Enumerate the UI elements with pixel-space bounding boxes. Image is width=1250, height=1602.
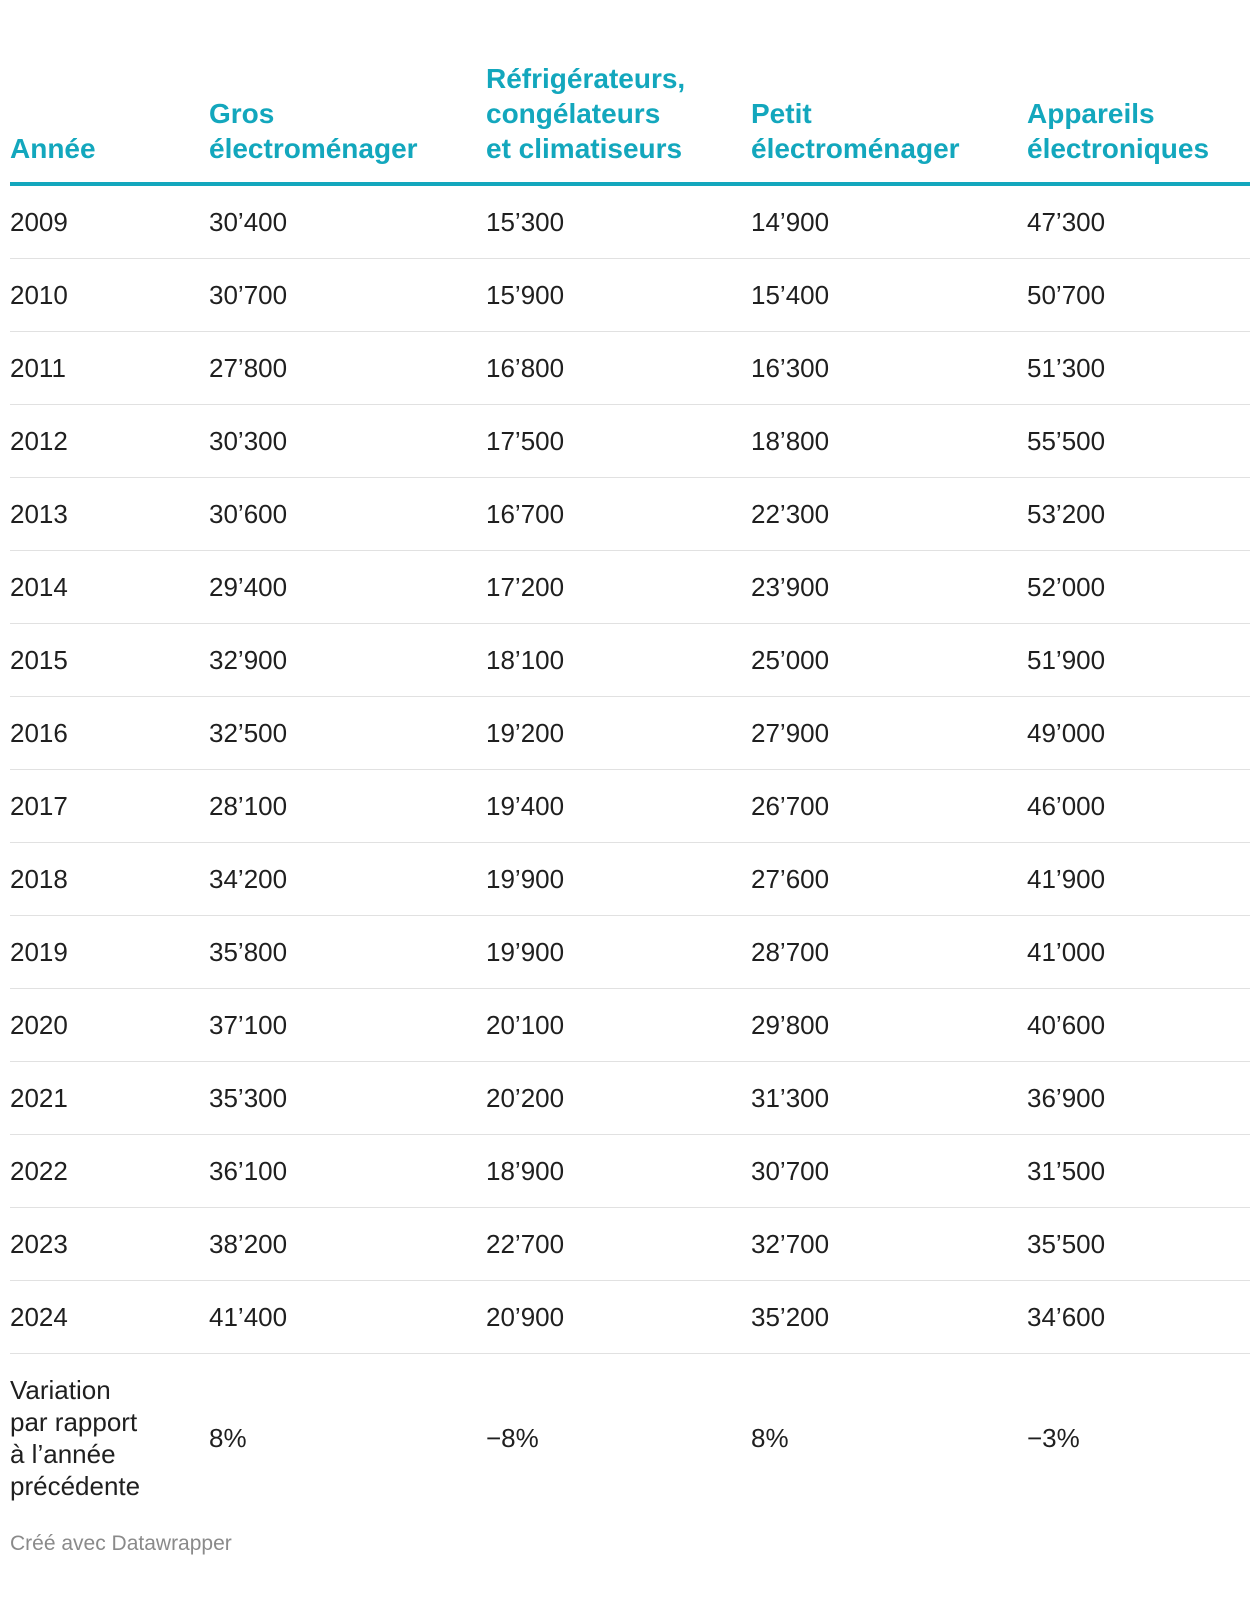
variation-cell: 8% bbox=[209, 1423, 247, 1453]
year-cell: 2014 bbox=[10, 551, 209, 624]
value-cell: 22’700 bbox=[486, 1208, 751, 1281]
value-cell: 27’600 bbox=[751, 843, 1027, 916]
value-cell: 16’300 bbox=[751, 332, 1027, 405]
year-cell: 2024 bbox=[10, 1281, 209, 1354]
value-cell: 35’300 bbox=[209, 1062, 486, 1135]
value-cell: 37’100 bbox=[209, 989, 486, 1062]
value-cell: 40’600 bbox=[1027, 989, 1250, 1062]
value-cell: 27’800 bbox=[209, 332, 486, 405]
value-cell: 36’100 bbox=[209, 1135, 486, 1208]
year-cell: 2016 bbox=[10, 697, 209, 770]
value-cell: 22’300 bbox=[751, 478, 1027, 551]
value-cell: 15’400 bbox=[751, 259, 1027, 332]
table-row bbox=[10, 624, 1250, 697]
value-cell: 16’700 bbox=[486, 478, 751, 551]
table-body bbox=[10, 184, 1250, 1522]
year-cell: 2020 bbox=[10, 989, 209, 1062]
value-cell: 25’000 bbox=[751, 624, 1027, 697]
table-row bbox=[10, 332, 1250, 405]
value-cell: 49’000 bbox=[1027, 697, 1250, 770]
value-cell: 30’600 bbox=[209, 478, 486, 551]
table-row bbox=[10, 1208, 1250, 1281]
table-row bbox=[10, 1135, 1250, 1208]
value-cell: 31’500 bbox=[1027, 1135, 1250, 1208]
column-header: Appareils électroniques bbox=[1027, 0, 1250, 184]
value-cell: 46’000 bbox=[1027, 770, 1250, 843]
value-cell: 16’800 bbox=[486, 332, 751, 405]
year-cell: 2022 bbox=[10, 1135, 209, 1208]
value-cell: 55’500 bbox=[1027, 405, 1250, 478]
column-header: Petit électroménager bbox=[751, 0, 1027, 184]
year-cell: 2013 bbox=[10, 478, 209, 551]
variation-cell: −3% bbox=[1027, 1423, 1080, 1453]
column-header: Gros électroménager bbox=[209, 0, 486, 184]
value-cell: 41’900 bbox=[1027, 843, 1250, 916]
table-row bbox=[10, 259, 1250, 332]
value-cell: 19’400 bbox=[486, 770, 751, 843]
value-cell: 17’200 bbox=[486, 551, 751, 624]
value-cell: 50’700 bbox=[1027, 259, 1250, 332]
year-cell: 2023 bbox=[10, 1208, 209, 1281]
table-row bbox=[10, 916, 1250, 989]
year-cell: 2012 bbox=[10, 405, 209, 478]
value-cell: 30’400 bbox=[209, 184, 486, 259]
year-cell: 2010 bbox=[10, 259, 209, 332]
table-row bbox=[10, 770, 1250, 843]
year-cell: 2011 bbox=[10, 332, 209, 405]
value-cell: 30’300 bbox=[209, 405, 486, 478]
value-cell: 30’700 bbox=[209, 259, 486, 332]
value-cell: 34’200 bbox=[209, 843, 486, 916]
value-cell: 41’400 bbox=[209, 1281, 486, 1354]
value-cell: 15’300 bbox=[486, 184, 751, 259]
year-cell: 2019 bbox=[10, 916, 209, 989]
table-row bbox=[10, 989, 1250, 1062]
value-cell: 51’900 bbox=[1027, 624, 1250, 697]
value-cell: 27’900 bbox=[751, 697, 1027, 770]
table-row bbox=[10, 405, 1250, 478]
value-cell: 19’900 bbox=[486, 916, 751, 989]
value-cell: 36’900 bbox=[1027, 1062, 1250, 1135]
value-cell: 41’000 bbox=[1027, 916, 1250, 989]
value-cell: 23’900 bbox=[751, 551, 1027, 624]
value-cell: 18’800 bbox=[751, 405, 1027, 478]
value-cell: 35’800 bbox=[209, 916, 486, 989]
table-row bbox=[10, 843, 1250, 916]
table-header-row bbox=[10, 0, 1250, 184]
value-cell: 17’500 bbox=[486, 405, 751, 478]
table-row bbox=[10, 478, 1250, 551]
value-cell: 32’700 bbox=[751, 1208, 1027, 1281]
value-cell: 18’900 bbox=[486, 1135, 751, 1208]
value-cell: 32’900 bbox=[209, 624, 486, 697]
value-cell: 47’300 bbox=[1027, 184, 1250, 259]
value-cell: 14’900 bbox=[751, 184, 1027, 259]
variation-cell: −8% bbox=[486, 1423, 539, 1453]
value-cell: 19’200 bbox=[486, 697, 751, 770]
value-cell: 35’500 bbox=[1027, 1208, 1250, 1281]
data-table bbox=[10, 0, 1250, 1522]
value-cell: 28’100 bbox=[209, 770, 486, 843]
value-cell: 30’700 bbox=[751, 1135, 1027, 1208]
table-row bbox=[10, 1062, 1250, 1135]
year-cell: 2015 bbox=[10, 624, 209, 697]
value-cell: 20’100 bbox=[486, 989, 751, 1062]
column-header: Année bbox=[10, 0, 209, 184]
value-cell: 18’100 bbox=[486, 624, 751, 697]
value-cell: 19’900 bbox=[486, 843, 751, 916]
value-cell: 28’700 bbox=[751, 916, 1027, 989]
table-row bbox=[10, 1281, 1250, 1354]
year-cell: 2021 bbox=[10, 1062, 209, 1135]
footer-credit: Créé avec Datawrapper bbox=[10, 1532, 232, 1555]
year-cell: 2009 bbox=[10, 184, 209, 259]
value-cell: 34’600 bbox=[1027, 1281, 1250, 1354]
value-cell: 20’900 bbox=[486, 1281, 751, 1354]
value-cell: 26’700 bbox=[751, 770, 1027, 843]
table-row bbox=[10, 184, 1250, 259]
value-cell: 53’200 bbox=[1027, 478, 1250, 551]
table-row bbox=[10, 551, 1250, 624]
value-cell: 38’200 bbox=[209, 1208, 486, 1281]
year-cell: 2018 bbox=[10, 843, 209, 916]
value-cell: 20’200 bbox=[486, 1062, 751, 1135]
value-cell: 52’000 bbox=[1027, 551, 1250, 624]
value-cell: 31’300 bbox=[751, 1062, 1027, 1135]
variation-row bbox=[10, 1354, 1250, 1523]
value-cell: 29’400 bbox=[209, 551, 486, 624]
value-cell: 15’900 bbox=[486, 259, 751, 332]
value-cell: 32’500 bbox=[209, 697, 486, 770]
data-table-container bbox=[10, 0, 1210, 1522]
year-cell: 2017 bbox=[10, 770, 209, 843]
variation-label: Variation par rapport à l’année précédente bbox=[10, 1375, 141, 1501]
variation-cell: 8% bbox=[751, 1423, 789, 1453]
value-cell: 51’300 bbox=[1027, 332, 1250, 405]
column-header: Réfrigérateurs, congélateurs et climatiseurs bbox=[486, 0, 751, 184]
value-cell: 35’200 bbox=[751, 1281, 1027, 1354]
value-cell: 29’800 bbox=[751, 989, 1027, 1062]
table-row bbox=[10, 697, 1250, 770]
